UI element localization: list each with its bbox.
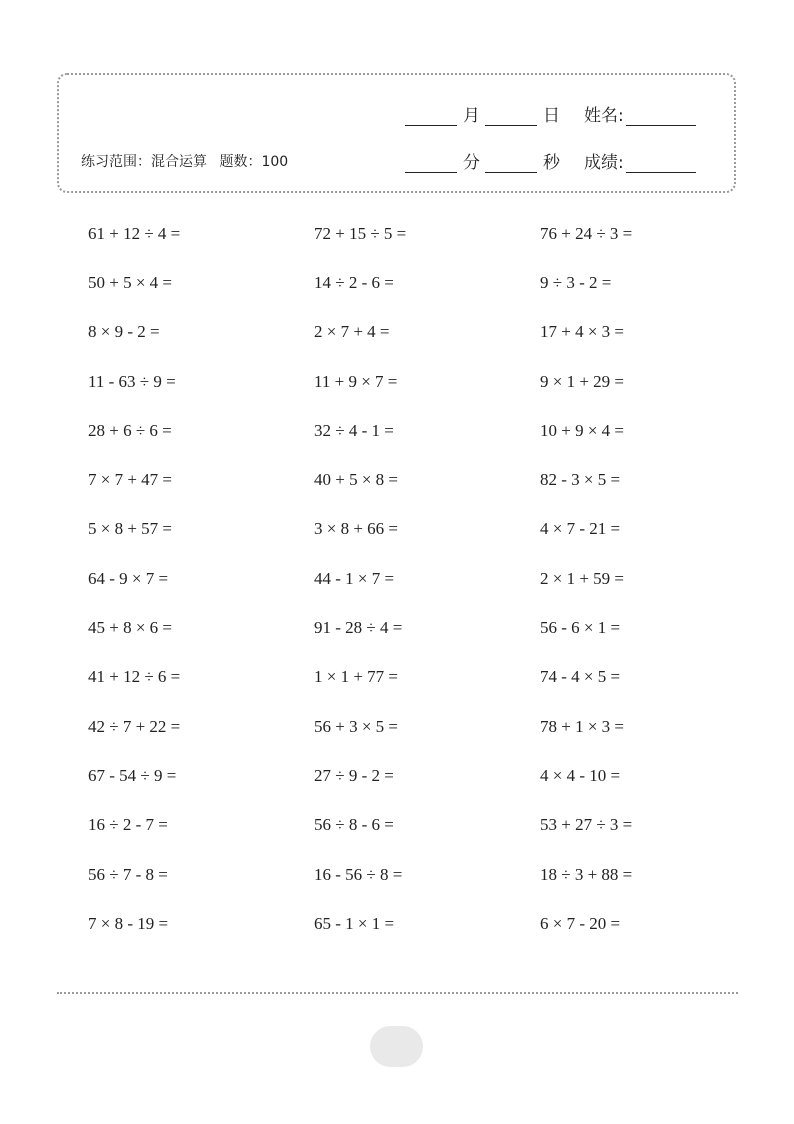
math-problem: 56 ÷ 8 - 6 = bbox=[314, 815, 394, 835]
problem-row bbox=[88, 801, 788, 850]
math-problem: 76 + 24 ÷ 3 = bbox=[540, 223, 633, 243]
math-problem: 40 + 5 × 8 = bbox=[314, 470, 399, 490]
score-blank[interactable] bbox=[626, 154, 696, 173]
math-problem: 91 - 28 ÷ 4 = bbox=[314, 618, 403, 638]
math-problem: 1 × 1 + 77 = bbox=[314, 667, 399, 687]
math-problem: 9 ÷ 3 - 2 = bbox=[540, 272, 612, 292]
page-number-badge bbox=[370, 1026, 423, 1067]
math-problem: 72 + 15 ÷ 5 = bbox=[314, 223, 407, 243]
score-label: 成绩: bbox=[584, 153, 624, 173]
math-problem: 56 - 6 × 1 = bbox=[540, 618, 621, 638]
problem-row bbox=[88, 702, 788, 751]
problem-row bbox=[88, 308, 788, 357]
math-problem: 8 × 9 - 2 = bbox=[88, 322, 160, 342]
math-problem: 45 + 8 × 6 = bbox=[88, 618, 173, 638]
problem-row bbox=[88, 653, 788, 702]
seconds-label: 秒 bbox=[543, 153, 560, 173]
problem-row bbox=[88, 406, 788, 455]
math-problem: 56 ÷ 7 - 8 = bbox=[88, 864, 168, 884]
problem-row bbox=[88, 899, 788, 948]
math-problem: 61 + 12 ÷ 4 = bbox=[88, 223, 181, 243]
day-label: 日 bbox=[543, 106, 560, 126]
math-problem: 4 × 7 - 21 = bbox=[540, 519, 621, 539]
problem-row bbox=[88, 505, 788, 554]
math-problem: 32 ÷ 4 - 1 = bbox=[314, 420, 394, 440]
time-score-row bbox=[405, 148, 696, 173]
name-label: 姓名: bbox=[584, 106, 624, 126]
math-problem: 44 - 1 × 7 = bbox=[314, 568, 395, 588]
math-problem: 5 × 8 + 57 = bbox=[88, 519, 173, 539]
problem-row bbox=[88, 751, 788, 800]
math-problem: 9 × 1 + 29 = bbox=[540, 371, 625, 391]
math-problem: 53 + 27 ÷ 3 = bbox=[540, 815, 633, 835]
math-problem: 64 - 9 × 7 = bbox=[88, 568, 169, 588]
math-problem: 74 - 4 × 5 = bbox=[540, 667, 621, 687]
day-blank[interactable] bbox=[485, 107, 537, 126]
math-problem: 3 × 8 + 66 = bbox=[314, 519, 399, 539]
math-problem: 65 - 1 × 1 = bbox=[314, 913, 395, 933]
problem-row bbox=[88, 603, 788, 652]
problem-row bbox=[88, 455, 788, 504]
math-problem: 78 + 1 × 3 = bbox=[540, 716, 625, 736]
problem-grid bbox=[88, 209, 788, 948]
bottom-dotted-divider bbox=[57, 992, 738, 994]
math-problem: 82 - 3 × 5 = bbox=[540, 470, 621, 490]
month-blank[interactable] bbox=[405, 107, 457, 126]
month-label: 月 bbox=[463, 106, 480, 126]
math-problem: 11 - 63 ÷ 9 = bbox=[88, 371, 176, 391]
math-problem: 7 × 7 + 47 = bbox=[88, 470, 173, 490]
math-problem: 14 ÷ 2 - 6 = bbox=[314, 272, 394, 292]
math-problem: 28 + 6 ÷ 6 = bbox=[88, 420, 172, 440]
math-problem: 27 ÷ 9 - 2 = bbox=[314, 765, 394, 785]
math-problem: 67 - 54 ÷ 9 = bbox=[88, 765, 177, 785]
math-problem: 4 × 4 - 10 = bbox=[540, 765, 621, 785]
math-problem: 7 × 8 - 19 = bbox=[88, 913, 169, 933]
problem-row bbox=[88, 209, 788, 258]
problem-row bbox=[88, 850, 788, 899]
minutes-label: 分 bbox=[463, 153, 480, 173]
problem-row bbox=[88, 357, 788, 406]
math-problem: 6 × 7 - 20 = bbox=[540, 913, 621, 933]
math-problem: 2 × 1 + 59 = bbox=[540, 568, 625, 588]
math-problem: 2 × 7 + 4 = bbox=[314, 322, 390, 342]
question-count-label: 题数：100 bbox=[219, 154, 289, 170]
problem-row bbox=[88, 258, 788, 307]
worksheet-header bbox=[57, 73, 736, 193]
math-problem: 56 + 3 × 5 = bbox=[314, 716, 399, 736]
name-blank[interactable] bbox=[626, 107, 696, 126]
practice-range-label: 练习范围：混合运算 bbox=[81, 154, 207, 170]
problem-row bbox=[88, 554, 788, 603]
practice-info bbox=[81, 151, 288, 171]
seconds-blank[interactable] bbox=[485, 154, 537, 173]
math-problem: 11 + 9 × 7 = bbox=[314, 371, 398, 391]
math-problem: 16 - 56 ÷ 8 = bbox=[314, 864, 403, 884]
math-problem: 10 + 9 × 4 = bbox=[540, 420, 625, 440]
date-name-row bbox=[405, 101, 696, 126]
math-problem: 16 ÷ 2 - 7 = bbox=[88, 815, 168, 835]
math-problem: 50 + 5 × 4 = bbox=[88, 272, 173, 292]
minutes-blank[interactable] bbox=[405, 154, 457, 173]
math-problem: 42 ÷ 7 + 22 = bbox=[88, 716, 181, 736]
math-problem: 17 + 4 × 3 = bbox=[540, 322, 625, 342]
math-problem: 41 + 12 ÷ 6 = bbox=[88, 667, 181, 687]
math-problem: 18 ÷ 3 + 88 = bbox=[540, 864, 633, 884]
